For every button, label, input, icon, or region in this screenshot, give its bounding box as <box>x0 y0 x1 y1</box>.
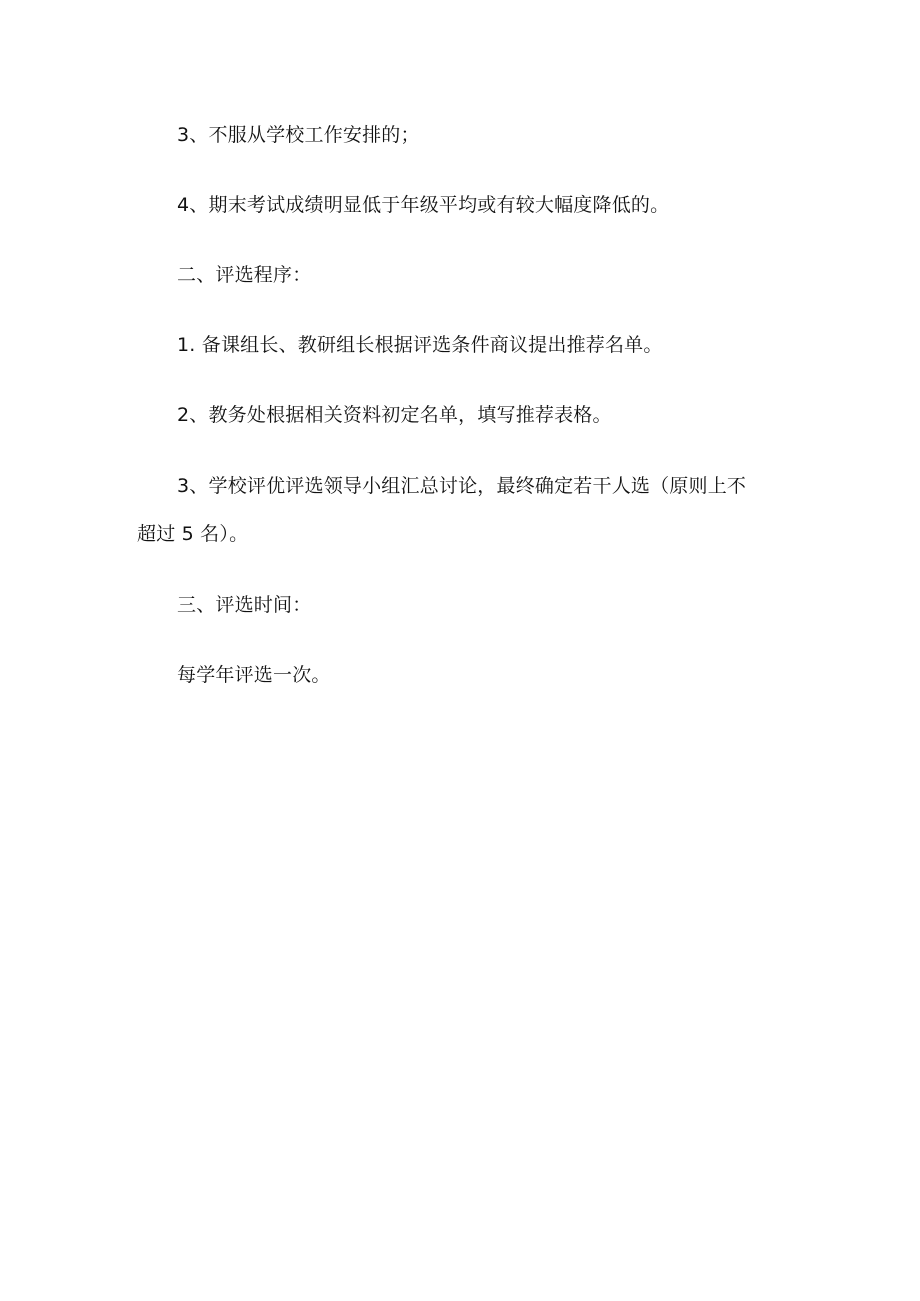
procedure-step-2: 2、教务处根据相关资料初定名单，填写推荐表格。 <box>177 404 612 426</box>
procedure-step-1: 1. 备课组长、教研组长根据评选条件商议提出推荐名单。 <box>177 334 663 356</box>
time-description: 每学年评选一次。 <box>177 664 331 686</box>
item-3-text: 3、不服从学校工作安排的； <box>177 124 420 146</box>
section-heading-procedure: 二、评选程序： <box>177 264 312 286</box>
procedure-step-3-line-2: 超过 5 名）。 <box>137 523 249 545</box>
item-4-text: 4、期末考试成绩明显低于年级平均或有较大幅度降低的。 <box>177 194 670 216</box>
procedure-step-3-line-1: 3、学校评优评选领导小组汇总讨论，最终确定若干人选（原则上不 <box>177 475 747 497</box>
section-heading-time: 三、评选时间： <box>177 594 312 616</box>
